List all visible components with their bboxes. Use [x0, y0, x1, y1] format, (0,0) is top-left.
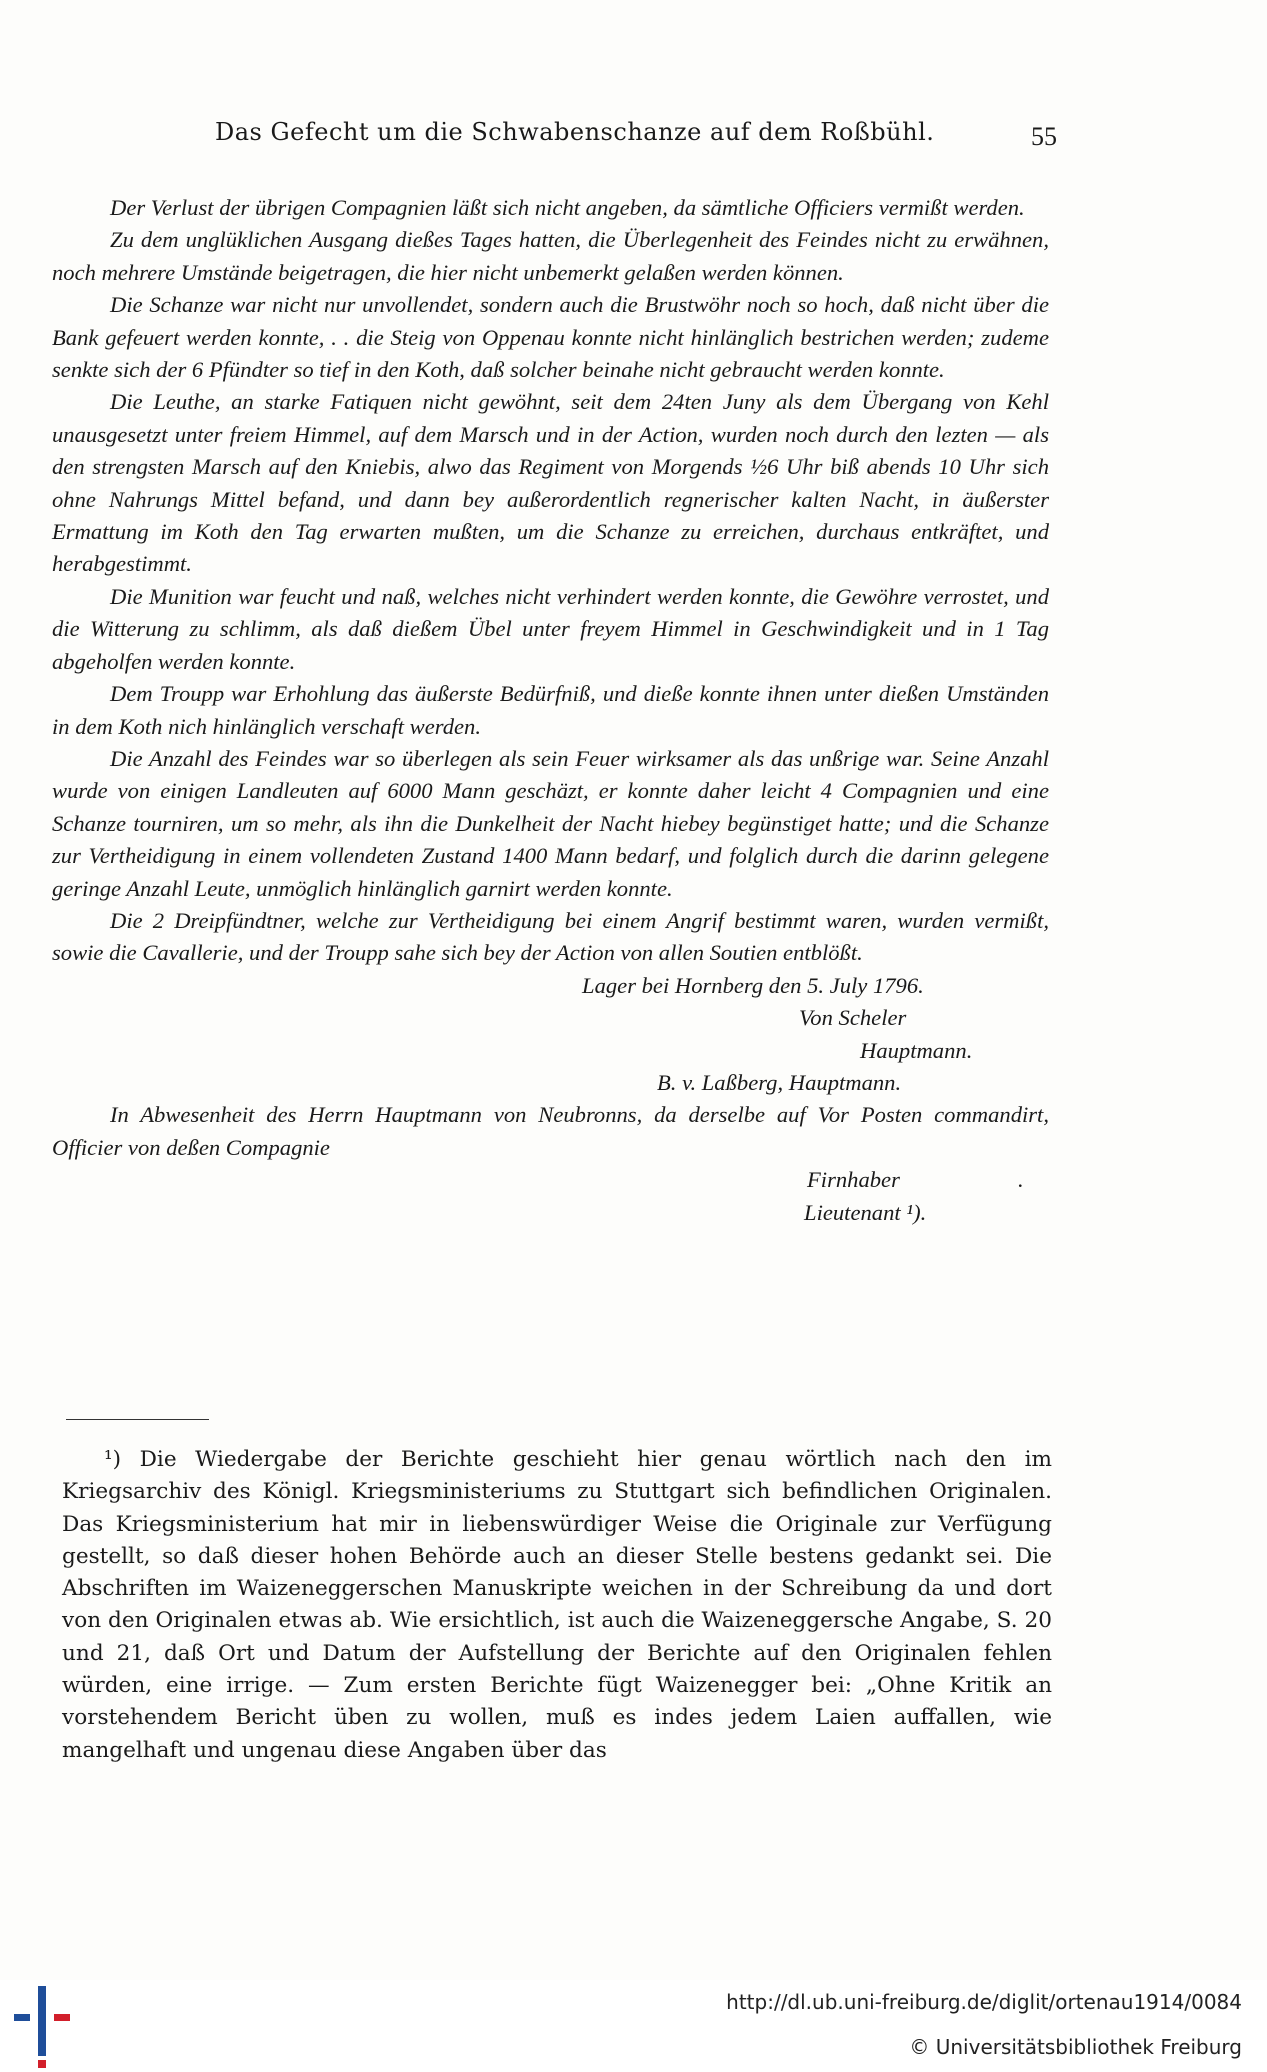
library-logo-icon [10, 1980, 80, 2070]
paragraph: Die 2 Dreipfündtner, welche zur Vertheidigung bei einem Angrif bestimmt waren, wurden vermißt, sowie die Cavallerie, und der Troupp sahe sich bey der Action von allen Soutien entblößt. [52, 907, 1049, 966]
signature-dot: . [1018, 1167, 1024, 1193]
signature-name-scheler: Von Scheler [799, 1005, 907, 1031]
body-text [52, 192, 1049, 1229]
logo-bar-center [38, 1986, 46, 2056]
paragraph: Die Schanze war nicht nur unvollendet, sondern auch die Brustwöhr noch so hoch, daß nicht über die Bank gefeuert werden konnte, . . die Steig von Oppenau konnte nicht hinlänglich bestrichen werden; zudeme senkte sich der 6 Pfündter so tief in den Koth, daß solcher beinahe nicht gebraucht werden konnte. [52, 292, 1049, 383]
permalink-url[interactable]: http://dl.ub.uni-freiburg.de/diglit/ortenau1914/0084 [726, 1990, 1242, 2014]
page-header [215, 118, 1057, 158]
paragraph: Zu dem unglüklichen Ausgang dießes Tages hatten, die Überlegenheit des Feindes nicht zu erwähnen, noch mehrere Umstände beigetragen, die hier nicht unbemerkt gelaßen werden können. [52, 227, 1049, 285]
absence-note: In Abwesenheit des Herrn Hauptmann von Neubronns, da derselbe auf Vor Posten commandirt, Officier von deßen Compagnie [52, 1102, 1049, 1160]
running-title: Das Gefecht um die Schwabenschanze auf dem Roßbühl. [215, 118, 935, 146]
paragraph: Die Anzahl des Feindes war so überlegen als sein Feuer wirksamer als das unßrige war. Seine Anzahl wurde von einigen Landleuten auf 6000 Mann geschäzt, er konnte daher leicht 4 Compagnien und eine Schanze tourniren, um so mehr, als ihn die Dunkelheit der Nacht hiebey begünstiget hatte; und die Schanze zur Vertheidigung in einem vollendeten Zustand 1400 Mann bedarf, und folglich durch die darinn gelegene geringe Anzahl Leute, unmöglich hinlänglich garnirt werden konnte. [52, 745, 1049, 901]
logo-bar-right [54, 2014, 70, 2021]
paragraph: Die Munition war feucht und naß, welches nicht verhindert werden konnte, die Gewöhre verrostet, und die Witterung zu schlimm, als daß dießem Übel unter freyem Himmel in Geschwindigkeit und in 1 Tag abgeholfen werden konnte. [52, 583, 1049, 674]
logo-dot [38, 2060, 46, 2068]
paragraph: Der Verlust der übrigen Compagnien läßt sich nicht angeben, da sämtliche Officiers vermißt werden. [110, 195, 1025, 220]
paragraph: Die Leuthe, an starke Fatiquen nicht gewöhnt, seit dem 24ten Juny als dem Übergang von Kehl unausgesetzt unter freiem Himmel, auf dem Marsch und in der Action, wurden noch durch den lezten — als den strengsten Marsch auf den Kniebis, alwo das Regiment von Morgends ½6 Uhr biß abends 10 Uhr sich ohne Nahrungs Mittel befand, und dann bey außerordentlich regnerischer kalten Nacht, in äußerster Ermattung im Koth den Tag erwarten mußten, um die Schanze zu erreichen, durchaus entkräftet, und herabgestimmt. [52, 389, 1049, 577]
footnote-rule [66, 1419, 209, 1420]
firnhaber-label: Firnhaber [807, 1167, 900, 1193]
signature-place-date: Lager bei Hornberg den 5. July 1796. [582, 972, 924, 998]
logo-bar-left [14, 2014, 30, 2021]
signature-rank-lieutenant: Lieutenant ¹). [804, 1199, 927, 1225]
signature-rank-hauptmann: Hauptmann. [860, 1037, 973, 1063]
signature-name-lassberg: B. v. Laßberg, Hauptmann. [657, 1069, 902, 1095]
footnote-text: ¹) Die Wiedergabe der Berichte geschieht hier genau wörtlich nach den im Kriegsarchiv des Königl. Kriegsministeriums zu Stuttgart sich befindlichen Originalen. Das Kriegsministerium hat mir in liebenswürdiger Weise die Originale zur Verfügung gestellt, so daß dieser hohen Behörde auch an dieser Stelle bestens gedankt sei. Die Abschriften im Waizeneggerschen Manuskripte weichen in der Schreibung da und dort von den Originalen etwas ab. Wie ersichtlich, ist auch die Waizeneggersche Angabe, S. 20 und 21, daß Ort und Datum der Aufstellung der Berichte auf den Originalen fehlen würden, eine irrige. — Zum ersten Berichte fügt Waizenegger bei: „Ohne Kritik an vorstehendem Bericht üben zu wollen, muß es indes jedem Laien auffallen, wie mangelhaft und ungenau diese Angaben über das [62, 1447, 1052, 1763]
signature-name-firnhaber [52, 1164, 1049, 1196]
paragraph: Dem Troupp war Erhohlung das äußerste Bedürfniß, und dieße konnte ihnen unter dießen Umständen in dem Koth nich hinlänglich verschaft werden. [52, 681, 1049, 739]
page-number: 55 [1031, 122, 1057, 151]
footnote [62, 1444, 1052, 1767]
copyright-notice: © Universitätsbibliothek Freiburg [909, 2035, 1242, 2059]
